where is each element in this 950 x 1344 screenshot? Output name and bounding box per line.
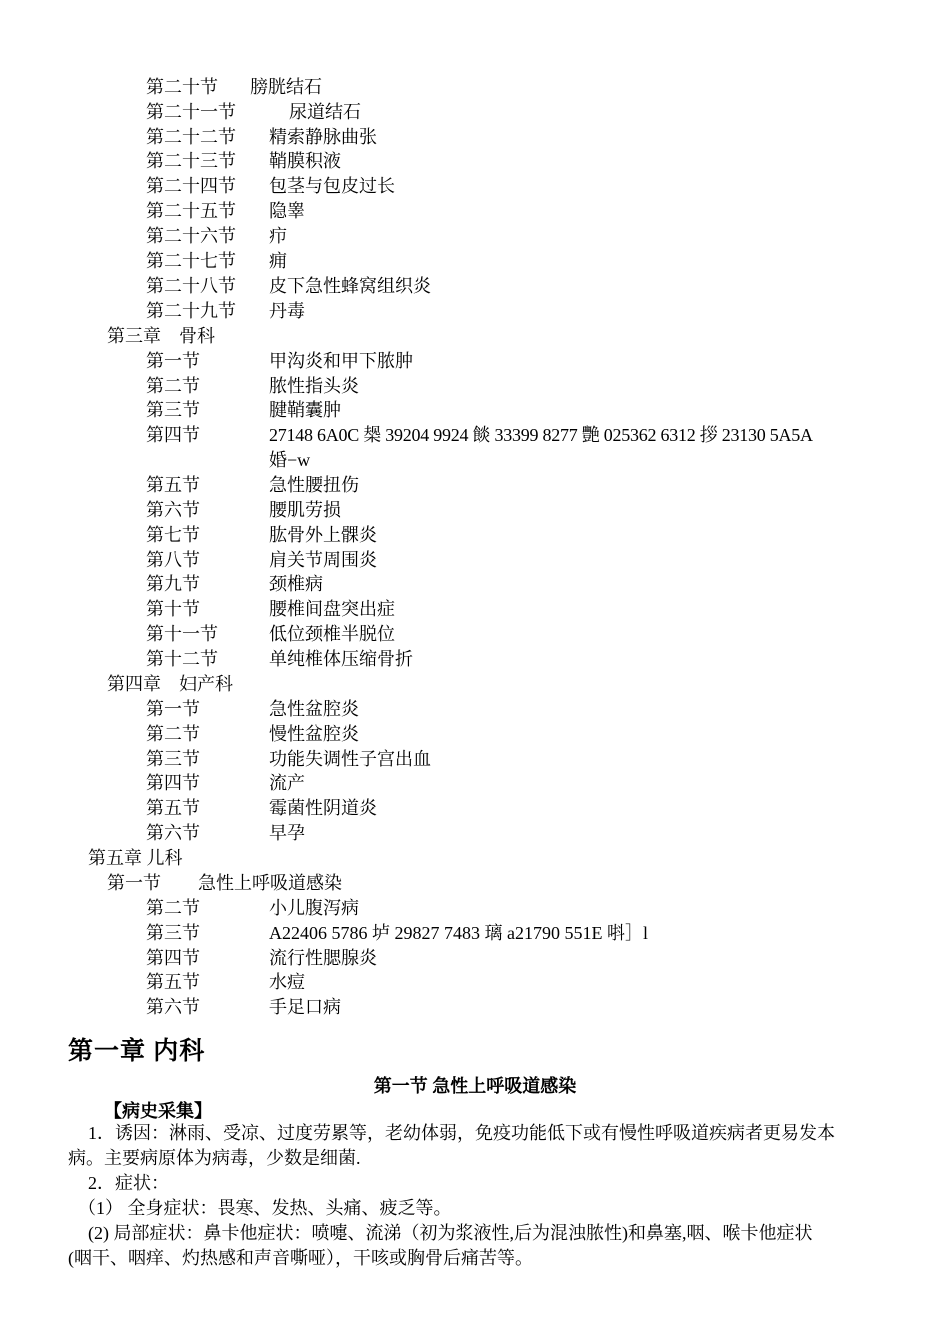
toc-section-number: 第五节 [146,798,200,818]
toc-section-number: 第二十一节 [146,102,236,122]
toc-section-title: 27148 6A0C 椝 39204 9924 餤 33399 8277 艷 025362 6312 拶 23130 5A5A [269,425,813,445]
toc-section-number: 第五节 [146,475,200,495]
toc-section-number: 第九节 [146,574,200,594]
toc-section-title-continued: 婚−w [269,450,311,470]
toc-section-title: 隐睾 [269,201,305,221]
toc-section-number: 第六节 [146,997,200,1017]
toc-section-title: 单纯椎体压缩骨折 [269,649,413,669]
toc-section-number: 第三节 [146,923,200,943]
toc-section-title: 小儿腹泻病 [269,898,359,918]
toc-section-number: 第二十八节 [146,276,236,296]
toc-section-title: 颈椎病 [269,574,323,594]
toc-section-title: 腰肌劳损 [269,500,341,520]
toc-section-title: 皮下急性蜂窝组织炎 [269,276,431,296]
chapter-title: 第一章 内科 [68,1038,206,1065]
toc-section-title: 功能失调性子宫出血 [269,749,431,769]
toc-section-title: 流产 [269,773,305,793]
toc-chapter-label: 第五章 儿科 [88,848,183,868]
toc-section-title: 包茎与包皮过长 [269,176,395,196]
toc-section-number: 第六节 [146,823,200,843]
toc-section-number: 第十节 [146,599,200,619]
paragraph-line: 病。主要病原体为病毒，少数是细菌. [68,1148,361,1168]
toc-section-title: 霉菌性阴道炎 [269,798,377,818]
toc-section-number: 第二十二节 [146,127,236,147]
toc-section-title: 低位颈椎半脱位 [269,624,395,644]
toc-section-number: 第二十四节 [146,176,236,196]
toc-section-title: 痈 [269,251,287,271]
toc-section-number: 第十一节 [146,624,218,644]
toc-section-title: 急性上呼吸道感染 [198,873,342,893]
toc-section-number: 第五节 [146,972,200,992]
toc-section-title: 水痘 [269,972,305,992]
toc-section-number: 第六节 [146,500,200,520]
toc-section-number: 第二十七节 [146,251,236,271]
toc-section-number: 第一节 [146,699,200,719]
toc-section-title: 早孕 [269,823,305,843]
toc-section-number: 第二十节 [146,77,218,97]
toc-section-number: 第二十五节 [146,201,236,221]
toc-section-number: 第七节 [146,525,200,545]
toc-section-title: A22406 5786 垆 29827 7483 璃 a21790 551E 唞］l [269,923,648,943]
toc-section-number: 第二十九节 [146,301,236,321]
toc-chapter-label: 第三章 骨科 [107,326,215,346]
toc-section-title: 尿道结石 [289,102,361,122]
toc-section-number: 第二节 [146,376,200,396]
toc-section-number: 第八节 [146,550,200,570]
toc-section-title: 脓性指头炎 [269,376,359,396]
paragraph-line: （1） 全身症状：畏寒、发热、头痛、疲乏等。 [78,1198,452,1218]
paragraph-line: 1．诱因：淋雨、受凉、过度劳累等，老幼体弱，免疫功能低下或有慢性呼吸道疾病者更易发本 [88,1123,835,1143]
toc-section-number: 第三节 [146,400,200,420]
toc-section-title: 腱鞘囊肿 [269,400,341,420]
toc-section-title: 膀胱结石 [250,77,322,97]
paragraph-line: 2．症状： [88,1173,169,1193]
toc-section-title: 手足口病 [269,997,341,1017]
toc-section-number: 第四节 [146,948,200,968]
toc-section-title: 精索静脉曲张 [269,127,377,147]
history-heading: 【病史采集】 [104,1101,212,1121]
toc-section-title: 肱骨外上髁炎 [269,525,377,545]
toc-section-number: 第三节 [146,749,200,769]
toc-chapter-label: 第四章 妇产科 [107,674,233,694]
toc-section-number: 第二十三节 [146,151,236,171]
toc-section-title: 鞘膜积液 [269,151,341,171]
toc-section-number: 第四节 [146,773,200,793]
section-title: 第一节 急性上呼吸道感染 [373,1076,577,1096]
toc-section-title: 腰椎间盘突出症 [269,599,395,619]
toc-section-number: 第二节 [146,724,200,744]
toc-section-number: 第十二节 [146,649,218,669]
toc-section-title: 丹毒 [269,301,305,321]
toc-section-number: 第二节 [146,898,200,918]
toc-section-number: 第四节 [146,425,200,445]
toc-section-number: 第二十六节 [146,226,236,246]
paragraph-line: (2) 局部症状：鼻卡他症状：喷嚏、流涕（初为浆液性,后为混浊脓性)和鼻塞,咽、喉卡他症状 [88,1223,813,1243]
toc-section-title: 疖 [269,226,287,246]
toc-section-number: 第一节 [107,873,161,893]
toc-section-title: 急性腰扭伤 [269,475,359,495]
paragraph-line: (咽干、咽痒、灼热感和声音嘶哑），干咳或胸骨后痛苦等。 [68,1248,533,1268]
toc-section-title: 流行性腮腺炎 [269,948,377,968]
toc-section-title: 甲沟炎和甲下脓肿 [269,351,413,371]
toc-section-title: 肩关节周围炎 [269,550,377,570]
toc-section-title: 急性盆腔炎 [269,699,359,719]
toc-section-title: 慢性盆腔炎 [269,724,359,744]
toc-section-number: 第一节 [146,351,200,371]
